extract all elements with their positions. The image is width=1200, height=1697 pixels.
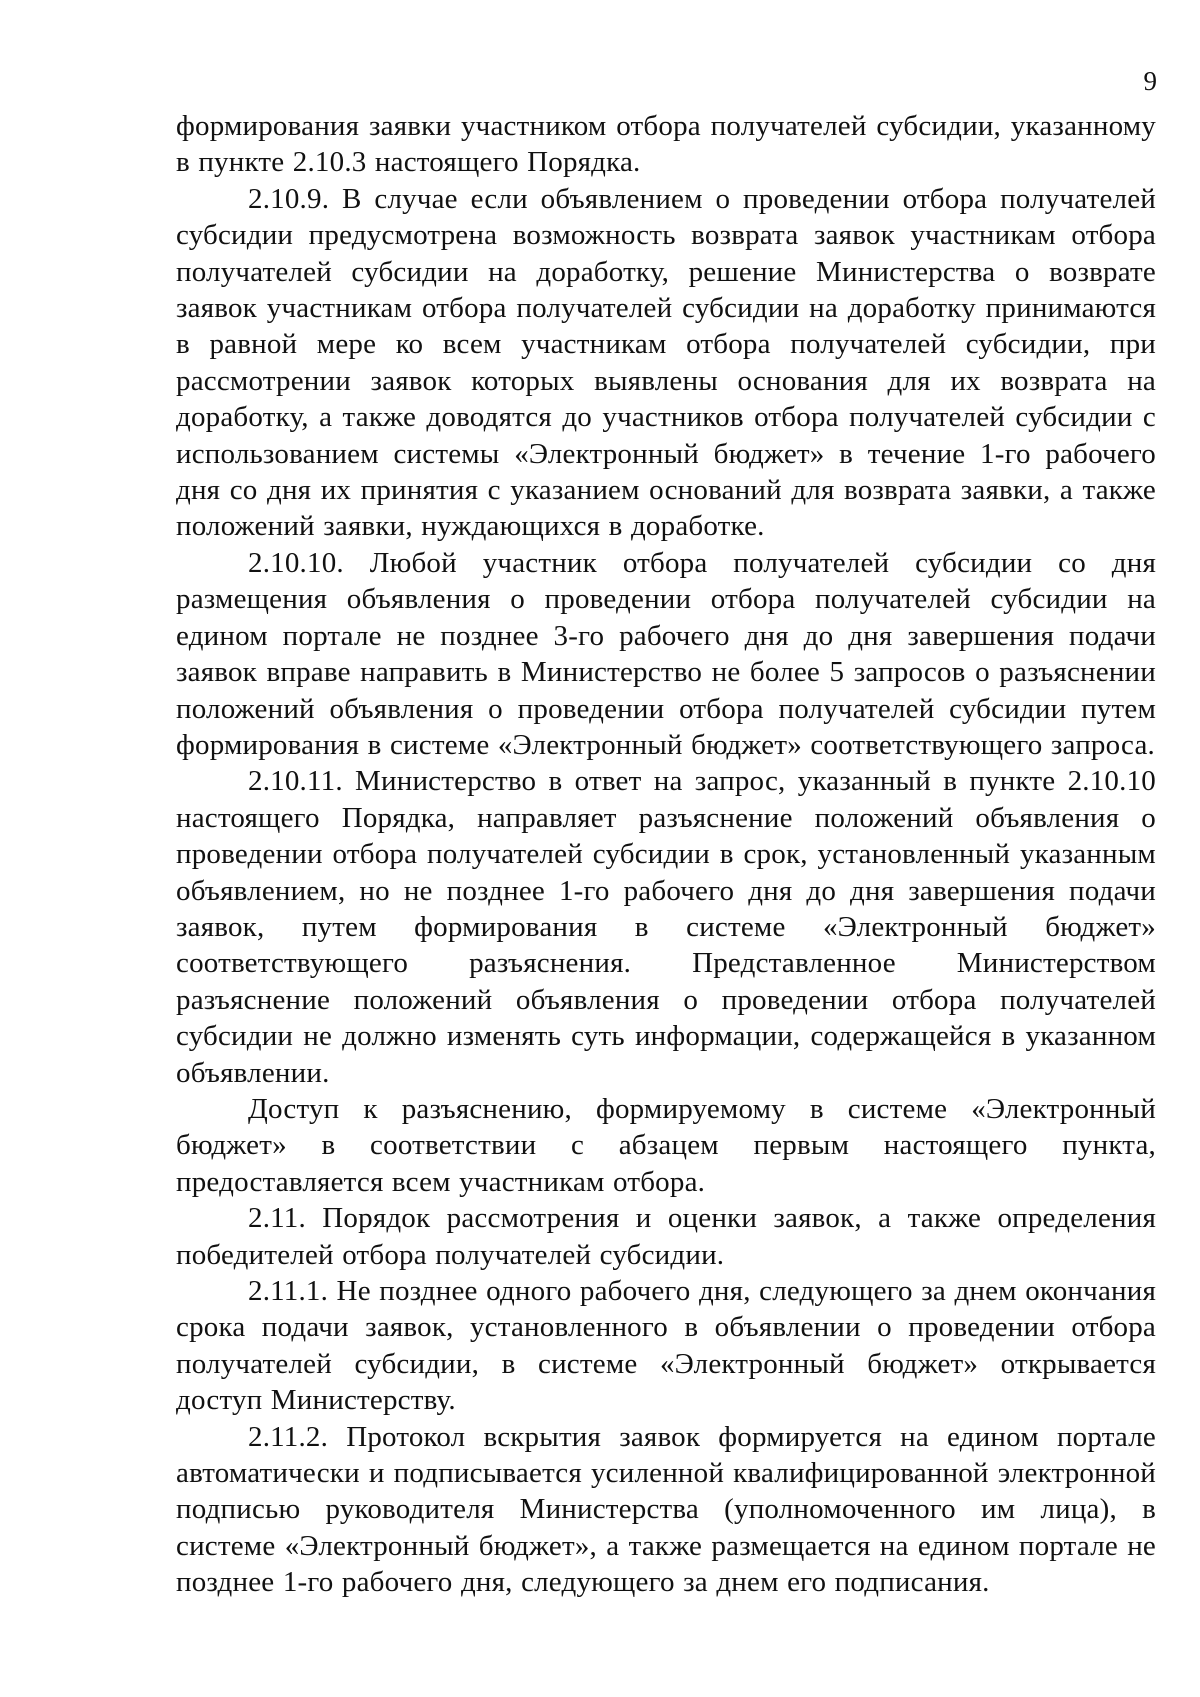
- paragraph-2-10-11: 2.10.11. Министерство в ответ на запрос, указанный в пункте 2.10.10 настоящего Порядка, направляет разъяснение положений объявления о проведении отбора получателей субсидии в срок, установленный указанным объявлением, но не позднее 1-го рабочего дня до дня завершения подачи заявок, путем формирования в системе «Электронный бюджет» соответствующего разъяснения. Представленное Министерством разъяснение положений объявления о проведении отбора получателей субсидии не должно изменять суть информации, содержащейся в указанном объявлении.: [176, 765, 1156, 1089]
- paragraph-2-10-10: 2.10.10. Любой участник отбора получателей субсидии со дня размещения объявления о проведении отбора получателей субсидии на едином портале не позднее 3-го рабочего дня до дня завершения подачи заявок вправе направить в Министерство не более 5 запросов о разъяснении положений объявления о проведении отбора получателей субсидии путем формирования в системе «Электронный бюджет» соответствующего запроса.: [176, 546, 1156, 761]
- paragraph-continuation: формирования заявки участником отбора получателей субсидии, указанному в пункте 2.10.3 настоящего Порядка.: [176, 110, 1156, 179]
- page-number: 9: [1143, 66, 1157, 96]
- document-body: [176, 108, 1156, 1601]
- paragraph-2-11-2: 2.11.2. Протокол вскрытия заявок формируется на едином портале автоматически и подписывается усиленной квалифицированной электронной подписью руководителя Министерства (уполномоченного им лица), в системе «Электронный бюджет», а также размещается на едином портале не позднее 1-го рабочего дня, следующего за днем его подписания.: [176, 1420, 1156, 1599]
- paragraph-access-to-clarification: Доступ к разъяснению, формируемому в системе «Электронный бюджет» в соответствии с абзацем первым настоящего пункта, предоставляется всем участникам отбора.: [176, 1092, 1156, 1198]
- paragraph-2-10-9: 2.10.9. В случае если объявлением о проведении отбора получателей субсидии предусмотрена возможность возврата заявок участникам отбора получателей субсидии на доработку, решение Министерства о возврате заявок участникам отбора получателей субсидии на доработку принимаются в равной мере ко всем участникам отбора получателей субсидии, при рассмотрении заявок которых выявлены основания для их возврата на доработку, а также доводятся до участников отбора получателей субсидии с использованием системы «Электронный бюджет» в течение 1-го рабочего дня со дня их принятия с указанием оснований для возврата заявки, а также положений заявки, нуждающихся в доработке.: [176, 182, 1156, 543]
- paragraph-2-11-1: 2.11.1. Не позднее одного рабочего дня, следующего за днем окончания срока подачи заявок, установленного в объявлении о проведении отбора получателей субсидии, в системе «Электронный бюджет» открывается доступ Министерству.: [176, 1275, 1156, 1417]
- paragraph-2-11: 2.11. Порядок рассмотрения и оценки заявок, а также определения победителей отбора получателей субсидии.: [176, 1202, 1156, 1271]
